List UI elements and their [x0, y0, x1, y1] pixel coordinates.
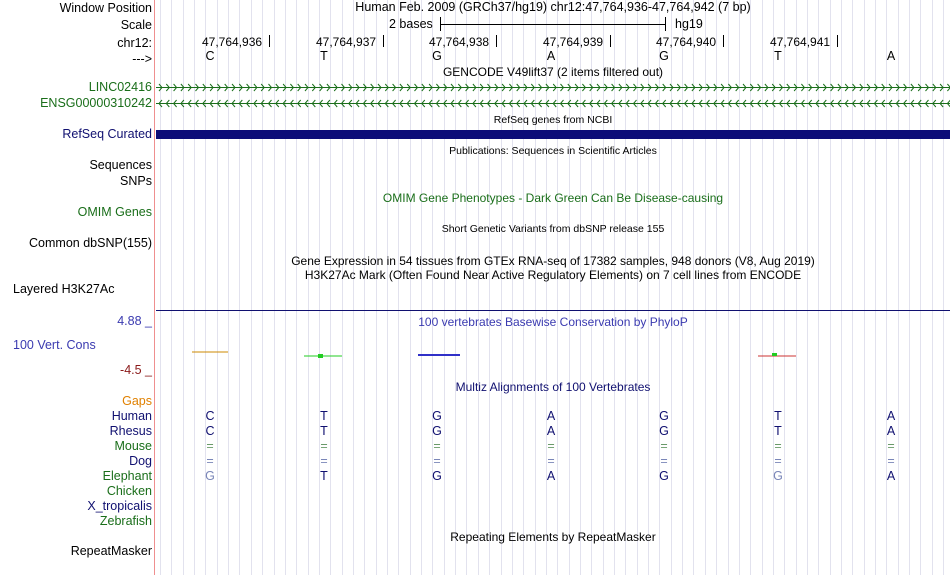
ruler-tick	[269, 35, 270, 47]
alignment-base-human: A	[546, 409, 556, 423]
alignment-base-dog: =	[660, 454, 668, 468]
alignment-base-elephant: A	[886, 469, 896, 483]
sequences-track-label[interactable]: Sequences	[89, 158, 152, 172]
species-dog: Dog	[129, 454, 152, 468]
alignment-base-human: G	[659, 409, 669, 423]
alignment-base-mouse: =	[660, 439, 668, 453]
reference-base: G	[659, 49, 669, 63]
alignment-base-dog: =	[774, 454, 782, 468]
alignment-base-rhesus: T	[320, 424, 328, 438]
scale-db-label: hg19	[675, 17, 703, 31]
h3k27ac-track-title: H3K27Ac Mark (Often Found Near Active Regulatory Elements) on 7 cell lines from ENCODE	[304, 268, 802, 282]
species-rhesus: Rhesus	[109, 424, 152, 438]
ruler-position-label: 47,764,938	[429, 35, 490, 49]
omim-track-title: OMIM Gene Phenotypes - Dark Green Can Be Disease-causing	[382, 191, 724, 205]
dbsnp-track-title: Short Genetic Variants from dbSNP release 155	[441, 223, 665, 235]
h3k27ac-baseline	[156, 310, 950, 311]
species-mouse: Mouse	[114, 439, 152, 453]
alignment-base-dog: =	[206, 454, 214, 468]
linc02416-gene[interactable]	[156, 82, 950, 93]
reference-base: A	[886, 49, 896, 63]
reference-base: A	[546, 49, 556, 63]
snps-track-label[interactable]: SNPs	[120, 174, 152, 188]
reference-base: C	[205, 49, 215, 63]
gaps-label: Gaps	[122, 394, 152, 408]
alignment-base-dog: =	[547, 454, 555, 468]
species-x-tropicalis: X_tropicalis	[87, 499, 152, 513]
repeatmasker-track-title: Repeating Elements by RepeatMasker	[450, 530, 656, 544]
alignment-base-mouse: =	[320, 439, 328, 453]
phylop-track-title: 100 vertebrates Basewise Conservation by PhyloP	[418, 315, 688, 329]
alignment-base-mouse: =	[774, 439, 782, 453]
alignment-base-rhesus: G	[432, 424, 442, 438]
refseq-track-label[interactable]: RefSeq Curated	[62, 127, 152, 141]
ruler-position-label: 47,764,936	[202, 35, 263, 49]
ensg00000310242-gene[interactable]	[156, 98, 950, 109]
linc-gene-label[interactable]: LINC02416	[88, 80, 152, 94]
cons-min-label: -4.5 _	[120, 363, 152, 377]
assembly-position-text: Human Feb. 2009 (GRCh37/hg19) chr12:47,764,936-47,764,942 (7 bp)	[355, 0, 751, 14]
ruler-tick	[837, 35, 838, 47]
alignment-base-human: C	[205, 409, 215, 423]
alignment-base-human: T	[320, 409, 328, 423]
alignment-base-mouse: =	[206, 439, 214, 453]
ruler-tick	[610, 35, 611, 47]
alignment-base-rhesus: T	[774, 424, 782, 438]
alignment-base-rhesus: A	[886, 424, 896, 438]
reference-base: T	[774, 49, 782, 63]
cons-track-label[interactable]: 100 Vert. Cons	[13, 338, 96, 352]
species-zebrafish: Zebrafish	[99, 514, 152, 528]
species-elephant: Elephant	[102, 469, 152, 483]
alignment-base-dog: =	[320, 454, 328, 468]
strand-label: --->	[132, 52, 152, 66]
alignment-base-mouse: =	[547, 439, 555, 453]
window-position-label: Window Position	[59, 1, 152, 15]
ruler-tick	[723, 35, 724, 47]
alignment-base-human: A	[886, 409, 896, 423]
ruler-position-label: 47,764,937	[316, 35, 377, 49]
ruler-tick	[383, 35, 384, 47]
species-chicken: Chicken	[106, 484, 152, 498]
scale-bar-right-cap	[665, 17, 666, 31]
species-human: Human	[111, 409, 152, 423]
refseq-gene-bar[interactable]	[156, 130, 950, 139]
ruler-position-label: 47,764,940	[656, 35, 717, 49]
alignment-base-elephant: A	[546, 469, 556, 483]
alignment-base-elephant: G	[773, 469, 783, 483]
reference-base: T	[320, 49, 328, 63]
omim-track-label[interactable]: OMIM Genes	[77, 205, 152, 219]
scale-text: 2 bases	[389, 17, 433, 31]
reference-base: G	[432, 49, 442, 63]
alignment-base-mouse: =	[887, 439, 895, 453]
alignment-base-elephant: G	[659, 469, 669, 483]
refseq-track-title: RefSeq genes from NCBI	[493, 114, 613, 126]
alignment-base-rhesus: A	[546, 424, 556, 438]
ruler-position-label: 47,764,939	[543, 35, 604, 49]
alignment-base-elephant: G	[205, 469, 215, 483]
alignment-base-human: G	[432, 409, 442, 423]
alignment-base-dog: =	[433, 454, 441, 468]
gencode-track-title: GENCODE V49lift37 (2 items filtered out)	[442, 65, 664, 79]
scale-label: Scale	[120, 18, 152, 32]
alignment-base-elephant: G	[432, 469, 442, 483]
alignment-base-elephant: T	[320, 469, 328, 483]
publications-track-title: Publications: Sequences in Scientific Articles	[449, 145, 657, 157]
phylop-conservation-plot	[156, 344, 950, 364]
scale-bar	[440, 24, 666, 25]
ruler-position-label: 47,764,941	[770, 35, 831, 49]
alignment-base-rhesus: G	[659, 424, 669, 438]
alignment-base-dog: =	[887, 454, 895, 468]
scale-bar-left-cap	[440, 17, 441, 31]
alignment-base-human: T	[774, 409, 782, 423]
h3k27ac-track-label[interactable]: Layered H3K27Ac	[13, 282, 115, 296]
alignment-base-mouse: =	[433, 439, 441, 453]
repeatmasker-track-label[interactable]: RepeatMasker	[70, 544, 152, 558]
gtex-track-title: Gene Expression in 54 tissues from GTEx RNA-seq of 17382 samples, 948 donors (V8, Aug 2019)	[291, 254, 815, 268]
label-divider	[154, 0, 155, 575]
cons-max-label: 4.88 _	[117, 314, 152, 328]
alignment-base-rhesus: C	[205, 424, 215, 438]
ruler-tick	[496, 35, 497, 47]
chrom-label: chr12:	[117, 36, 152, 50]
multiz-track-title: Multiz Alignments of 100 Vertebrates	[455, 380, 651, 394]
ensg-gene-label[interactable]: ENSG00000310242	[40, 96, 152, 110]
dbsnp-track-label[interactable]: Common dbSNP(155)	[29, 236, 152, 250]
